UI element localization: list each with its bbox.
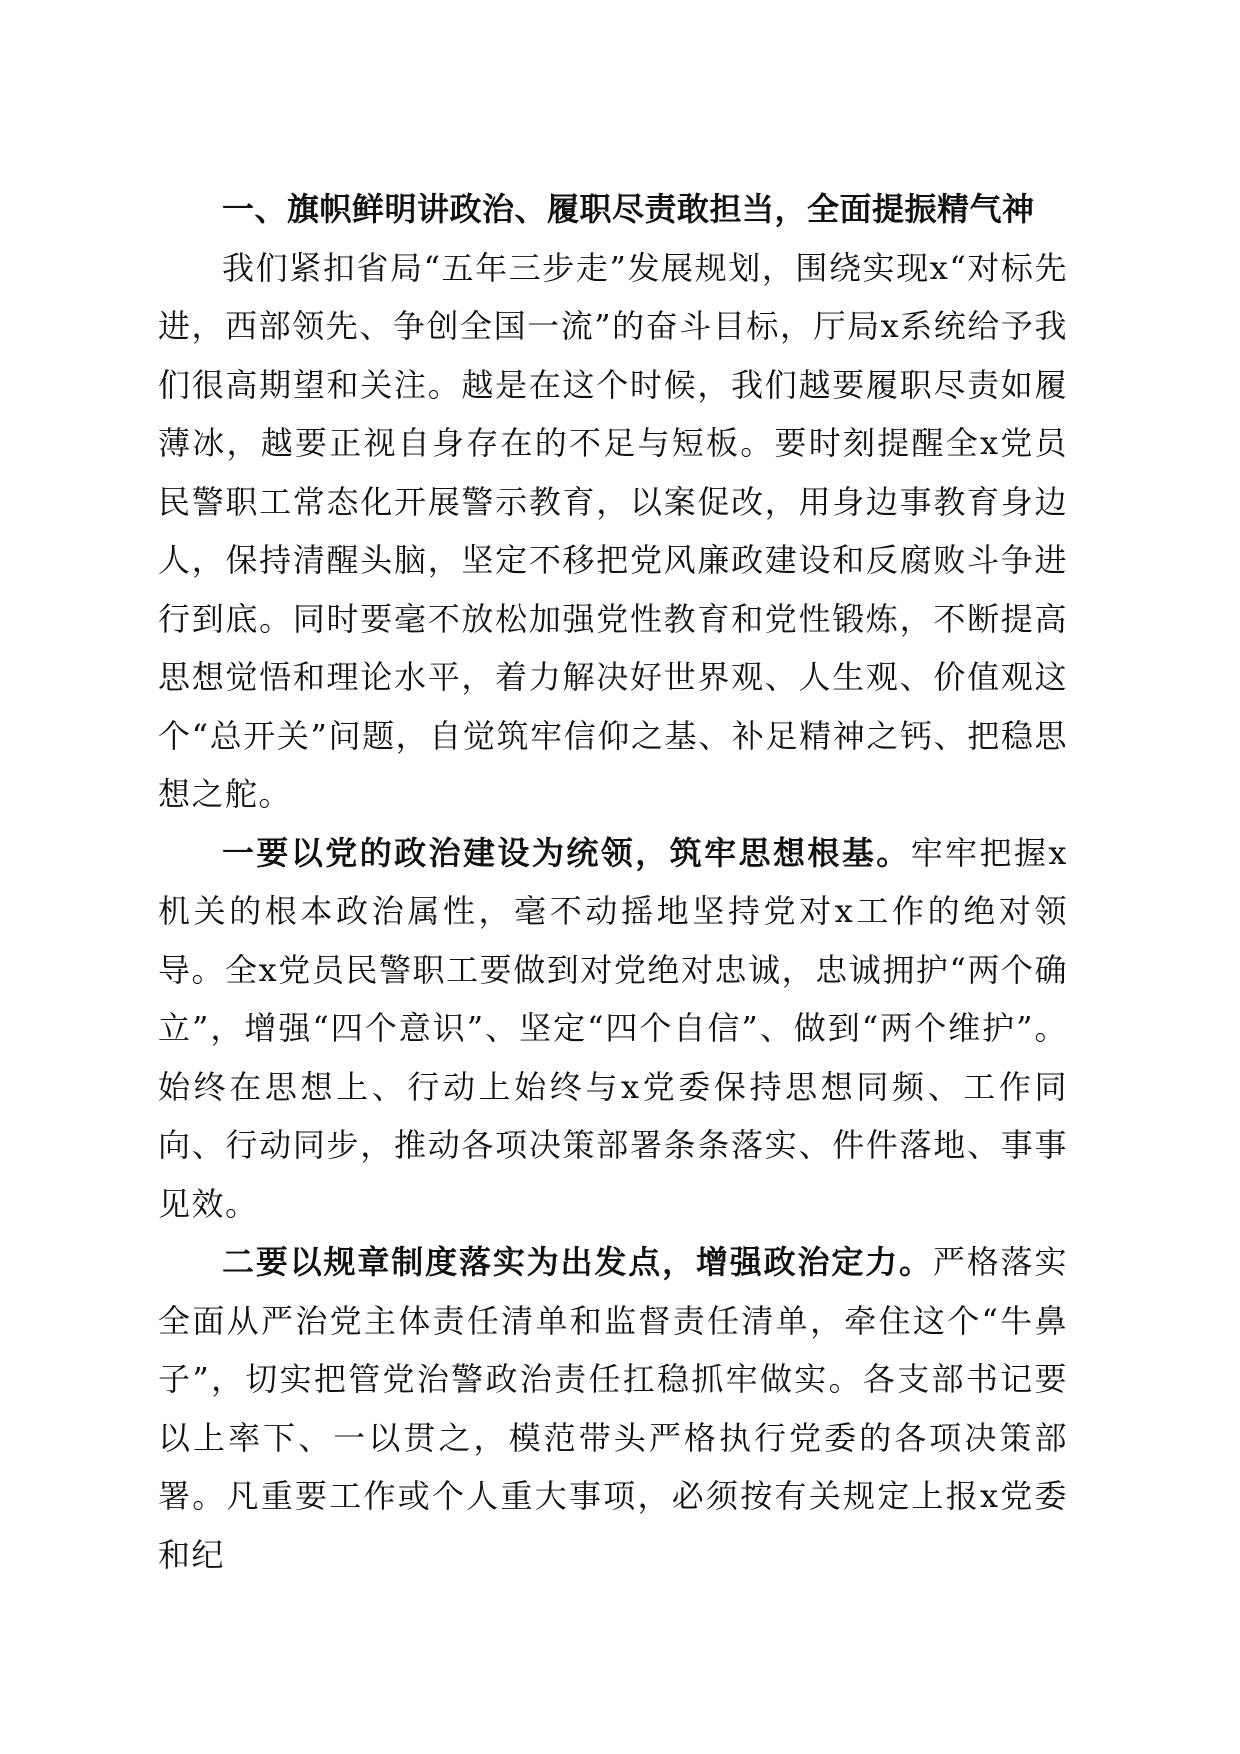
paragraph-rules-implementation	[158, 1233, 1068, 1584]
section-heading: 一、旗帜鲜明讲政治、履职尽责敢担当，全面提振精气神	[222, 190, 1035, 228]
paragraph-body-2: 严格落实全面从严治党主体责任清单和监督责任清单，牵住这个“牛鼻子”，切实把管党治警政治责任扛稳抓牢做实。各支部书记要以上率下、一以贯之，模范带头严格执行党委的各项决策部署。凡重要工作或个人重大事项，必须按有关规定上报x党委和纪	[158, 1243, 1068, 1574]
paragraph-political-construction	[158, 824, 1068, 1234]
paragraph-lead-2: 二要以规章制度落实为出发点，增强政治定力。	[222, 1243, 933, 1281]
paragraph-intro: 我们紧扣省局“五年三步走”发展规划，围绕实现x“对标先进，西部领先、争创全国一流”的奋斗目标，厅局x系统给予我们很高期望和关注。越是在这个时候，我们越要履职尽责如履薄冰，越要正视自身存在的不足与短板。要时刻提醒全x党员民警职工常态化开展警示教育，以案促改，用身边事教育身边人，保持清醒头脑，坚定不移把党风廉政建设和反腐败斗争进行到底。同时要毫不放松加强党性教育和党性锻炼，不断提高思想觉悟和理论水平，着力解决好世界观、人生观、价值观这个“总开关”问题，自觉筑牢信仰之基、补足精神之钙、把稳思想之舵。	[158, 248, 1068, 813]
document-body	[158, 180, 1068, 1584]
paragraph-body-1: 牢牢把握x机关的根本政治属性，毫不动摇地坚持党对x工作的绝对领导。全x党员民警职工要做到对党绝对忠诚，忠诚拥护“两个确立”，增强“四个意识”、坚定“四个自信”、做到“两个维护”。始终在思想上、行动上始终与x党委保持思想同频、工作同向、行动同步，推动各项决策部署条条落实、件件落地、事事见效。	[158, 833, 1068, 1223]
paragraph-lead-1: 一要以党的政治建设为统领，筑牢思想根基。	[222, 833, 911, 872]
